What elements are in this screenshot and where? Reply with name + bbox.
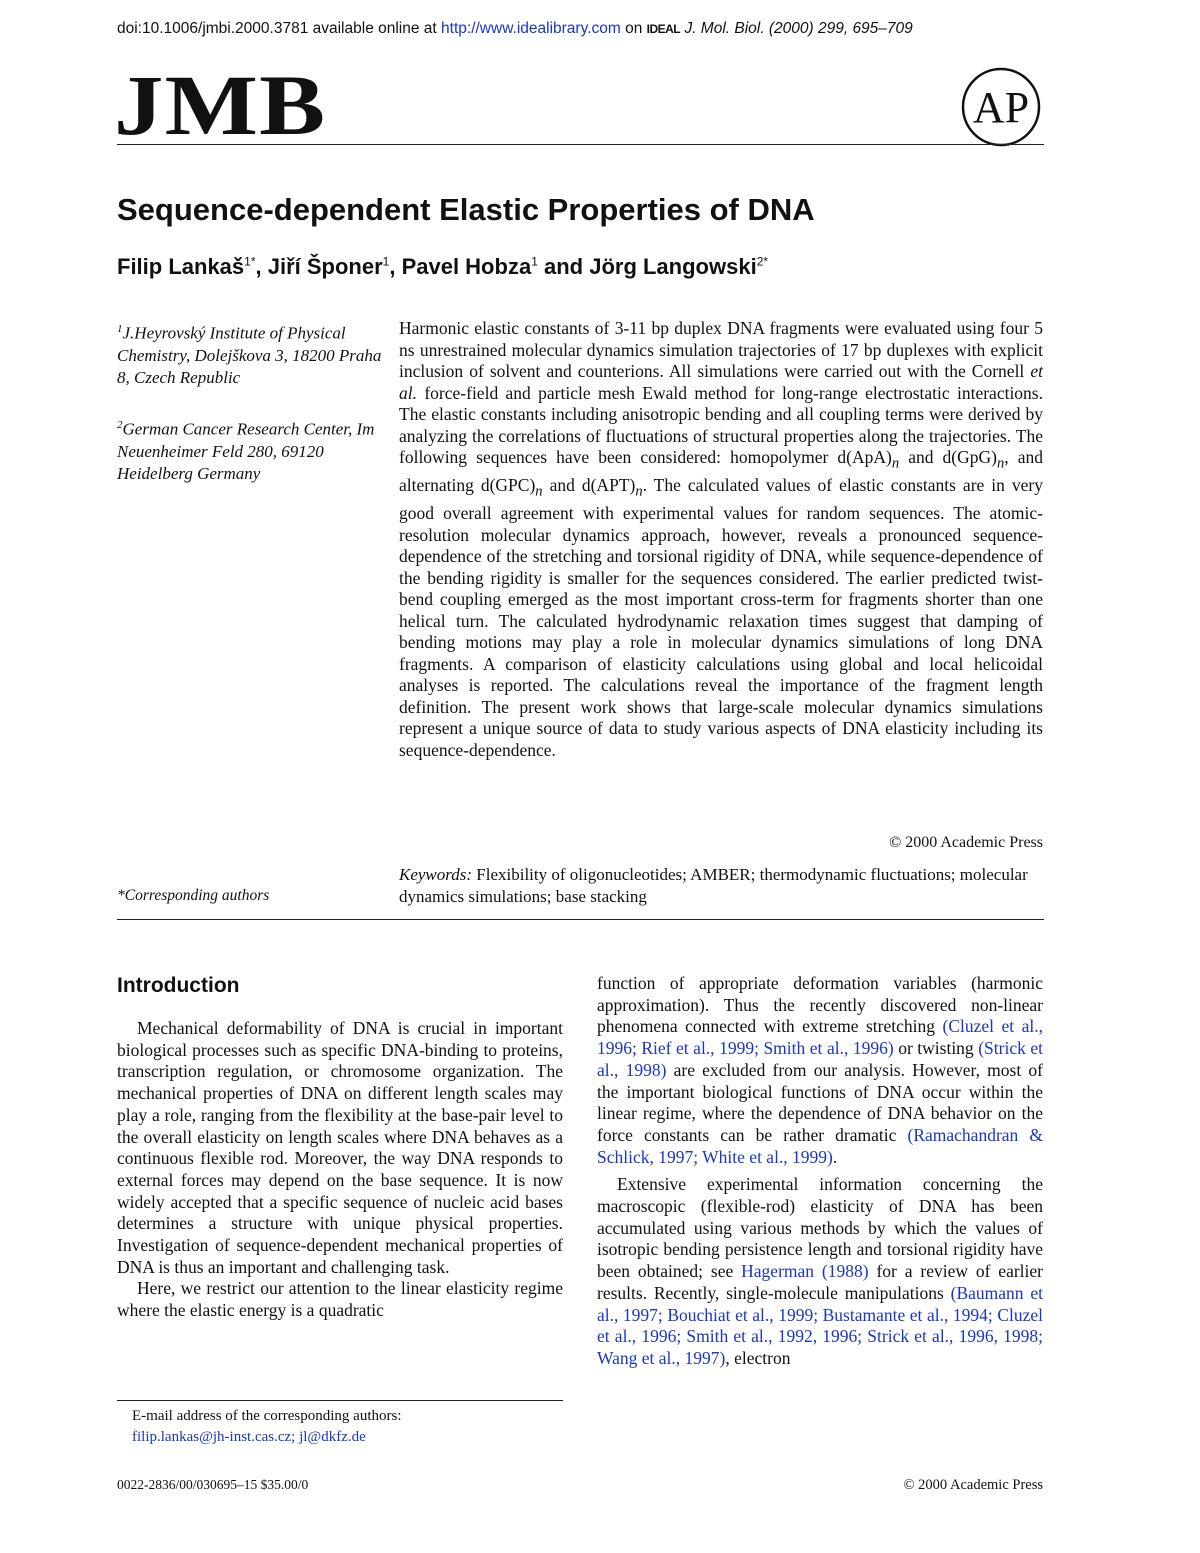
running-header — [117, 20, 1047, 38]
author-list — [117, 254, 768, 280]
author-3: , Pavel Hobza — [389, 254, 532, 279]
publisher-logo — [960, 66, 1042, 148]
footer-copyright: © 2000 Academic Press — [903, 1477, 1043, 1493]
keywords-list: Flexibility of oligonucleotides; AMBER; thermodynamic fluctuations; molecular dynamics simulations; base stacking — [399, 865, 1028, 906]
citation-link[interactable]: (Cluzel et al., 1996; Rief et al., 1999; Smith et al., 1996) — [597, 1016, 1043, 1059]
keywords — [399, 864, 1043, 908]
left-paragraph-1: Mechanical deformability of DNA is crucial in important biological processes such as specific DNA-binding to proteins, transcription regulation, or chromosome organization. The mechanical properties of DNA on different length scales may play a role, ranging from the flexibility at the base-pair level to the overall elasticity on length scales where DNA behaves as a continuous flexible rod. Moreover, the way DNA responds to external forces may depend on the base sequence. It is now widely accepted that a specific sequence of nucleic acid bases determines a structure with unique physical properties. Investigation of sequence-dependent mechanical properties of DNA is thus an important and challenging task. — [117, 1018, 563, 1277]
citation-link[interactable]: (Baumann et al., 1997; Bouchiat et al., 1999; Bustamante et al., 1994; Cluzel et al., 1996; Smith et al., 1992, 1996; Strick et al., 1996, 1998; Wang et al., 1997) — [597, 1282, 1043, 1368]
right-p2-text-b: for a review of earlier results. Recently, single-molecule manipulations — [597, 1261, 1043, 1303]
affiliation-2-text: German Cancer Research Center, Im Neuenheimer Feld 280, 69120 Heidelberg Germany — [117, 419, 375, 483]
subscript-n: n — [891, 455, 900, 472]
abstract-rule — [117, 919, 1044, 920]
subscript-n: n — [535, 483, 543, 500]
right-p2-text-a: Extensive experimental information concerning the macroscopic (flexible-rod) elasticity of DNA has been accumulated using various methods by which the values of isotropic bending persistence length and torsional rigidity have been obtained; see — [597, 1174, 1043, 1282]
citation-link[interactable]: (Strick et al., 1998) — [597, 1038, 1043, 1080]
abstract-part-6: . The calculated values of elastic constants are in very good overall agreement with experimental values for random sequences. The atomic-resolution molecular dynamics approach, however, reveals a pronounced sequence-dependence of the stretching and torsional rigidity of DNA, while sequence-dependence of the bending rigidity is smaller for the sequences considered. The earlier predicted twist-bend coupling emerged as the most important cross-term for fragments shorter than one helical turn. The calculated hydrodynamic relaxation times suggest that damping of bending motions may play a role in molecular dynamics simulations of long DNA fragments. A comparison of elasticity calculations using global and local helicoidal analyses is reported. The calculations reveal the importance of the fragment length definition. The present work shows that large-scale molecular dynamics simulations represent a unique source of data to study various aspects of DNA elasticity including its sequence-dependence. — [399, 475, 1044, 760]
abstract — [399, 318, 1043, 761]
abstract-part-5: and d(APT) — [542, 475, 636, 495]
right-p2-text-c: , electron — [725, 1347, 791, 1368]
author-4: and Jörg Langowski — [537, 254, 757, 279]
abstract-part-1: Harmonic elastic constants of 3-11 bp duplex DNA fragments were evaluated using four 5 ns unrestrained molecular dynamics simulation trajectories of 17 bp duplexes with explicit inclusion of solvent and counterions. All simulations were carried out with the Cornell — [399, 318, 1043, 381]
author-1-mark: 1* — [244, 254, 256, 269]
footnote-label: E-mail address of the corresponding authors: — [132, 1408, 402, 1424]
subscript-n: n — [996, 455, 1005, 472]
right-paragraph-1 — [597, 973, 1043, 1168]
affiliation-1-text: J.Heyrovský Institute of Physical Chemistry, Dolejškova 3, 18200 Praha 8, Czech Republic — [117, 323, 382, 387]
journal-citation: J. Mol. Biol. (2000) 299, 695–709 — [680, 20, 913, 37]
section-heading-introduction: Introduction — [117, 974, 240, 997]
author-2: , Jiří Šponer — [255, 254, 383, 279]
author-2-mark: 1 — [382, 254, 390, 269]
right-column — [597, 973, 1043, 1370]
doi-text: doi:10.1006/jmbi.2000.3781 available online at — [117, 20, 442, 37]
right-p1-text-d: . — [832, 1146, 838, 1167]
right-p1-text-a: function of appropriate deformation variables (harmonic approximation). Thus the recently discovered non-linear phenomena connected with extreme stretching — [597, 973, 1043, 1037]
abstract-part-4: , and alternating d(GPC) — [399, 447, 1043, 495]
citation-link[interactable]: Hagerman (1988) — [741, 1261, 869, 1282]
abstract-part-3: and d(GpG) — [899, 447, 997, 467]
abstract-copyright: © 2000 Academic Press — [889, 834, 1043, 851]
left-column — [117, 1018, 563, 1322]
keywords-label: Keywords: — [399, 865, 473, 884]
footnote-rule — [117, 1400, 563, 1401]
abstract-etal: et al. — [399, 361, 1043, 403]
journal-logo: JMB — [114, 57, 327, 153]
on-text: on — [620, 20, 647, 37]
citation-link[interactable]: (Ramachandran & Schlick, 1997; White et al., 1999) — [597, 1124, 1044, 1167]
footnote — [132, 1406, 564, 1448]
abstract-part-2: force-field and particle mesh Ewald method for long-range electrostatic interactions. The elastic constants including anisotropic bending and all coupling terms were derived by analyzing the correlations of fluctuations of structural properties along the trajectories. The following sequences have been considered: homopolymer d(ApA) — [399, 382, 1043, 467]
right-p1-text-c: are excluded from our analysis. However, most of the important biological functions of DNA occur within the linear regime, where the dependence of DNA behavior on the force constants can be rather dramatic — [597, 1059, 1043, 1145]
publisher-logo-text: AP — [972, 83, 1030, 132]
affiliation-2-mark: 2 — [117, 419, 123, 431]
corresponding-note: *Corresponding authors — [117, 887, 270, 904]
affiliation-1-mark: 1 — [117, 323, 123, 335]
article-title: Sequence-dependent Elastic Properties of DNA — [117, 192, 815, 227]
header-rule — [117, 144, 1044, 145]
author-3-mark: 1 — [531, 254, 538, 269]
right-p1-text-b: or twisting — [893, 1038, 979, 1059]
right-paragraph-2 — [597, 1174, 1043, 1369]
affiliation-2 — [117, 414, 382, 485]
email-links[interactable]: filip.lankas@jh-inst.cas.cz; jl@dkfz.de — [132, 1429, 366, 1445]
author-1: Filip Lankaš — [117, 254, 245, 279]
ideal-mark: IDEAL — [646, 22, 681, 36]
left-paragraph-2: Here, we restrict our attention to the linear elasticity regime where the elastic energy is a quadratic — [117, 1278, 563, 1321]
issn-line: 0022-2836/00/030695–15 $35.00/0 — [117, 1477, 309, 1492]
affiliation-1 — [117, 318, 382, 389]
author-4-mark: 2* — [756, 254, 769, 269]
subscript-n: n — [635, 483, 643, 500]
idealibrary-link[interactable]: http://www.idealibrary.com — [441, 20, 621, 37]
